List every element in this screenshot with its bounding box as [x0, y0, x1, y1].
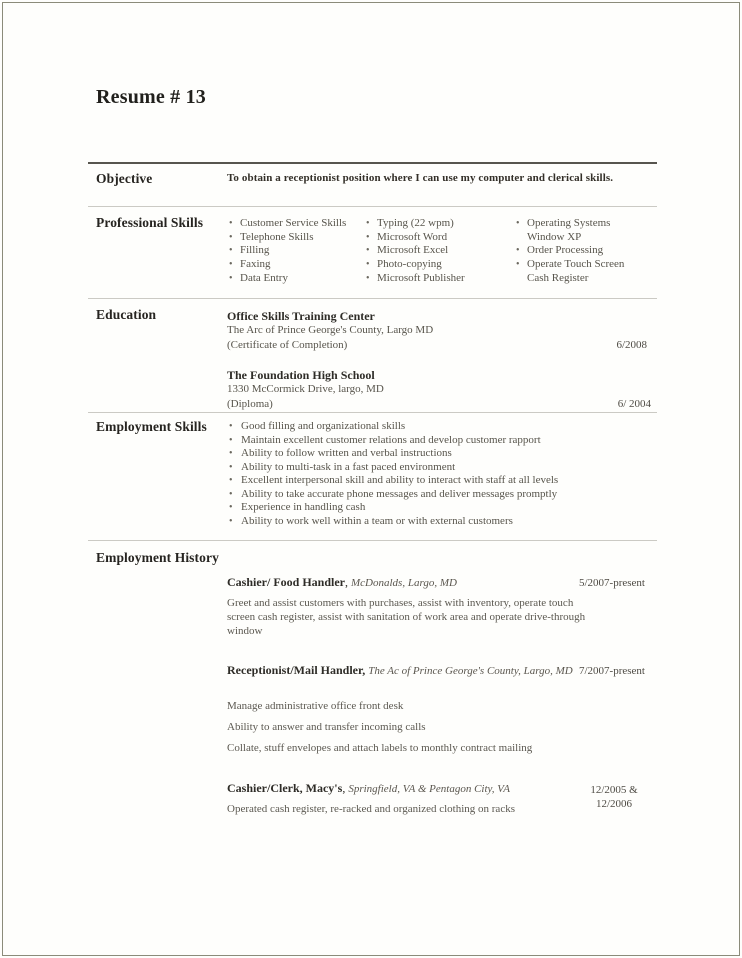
job-date: 7/2007-present [579, 665, 645, 677]
skills-column-1 [227, 217, 364, 286]
employment-skill-item: • Good filling and organizational skills [227, 420, 558, 434]
skill-item: • Microsoft Publisher [364, 272, 514, 286]
education-date: 6/ 2004 [617, 398, 651, 410]
skill-item: • Photo-copying [364, 258, 514, 272]
skill-item [514, 217, 657, 244]
professional-skills-heading: Professional Skills [96, 215, 204, 230]
job-title-line [227, 781, 595, 796]
job-title-separator: , [345, 575, 352, 589]
skill-item: • Microsoft Word [364, 231, 514, 245]
section-divider [88, 206, 657, 207]
skill-item-line: Cash Register [527, 271, 589, 284]
skill-item: • Typing (22 wpm) [364, 217, 514, 231]
job-company: McDonalds, Largo, MD [351, 577, 457, 589]
employment-skill-item: • Ability to multi-task in a fast paced environment [227, 461, 558, 475]
job-title: Cashier/Clerk, Macy's [227, 781, 343, 795]
page-title: Resume # 13 [96, 86, 206, 108]
job-company: The Ac of Prince George's County, Largo, MD [368, 665, 573, 677]
job-detail: Ability to answer and transfer incoming calls [227, 721, 426, 733]
skill-item [514, 258, 657, 285]
school-name: The Foundation High School [227, 368, 375, 382]
job-detail: Manage administrative office front desk [227, 700, 404, 712]
employment-skill-item: • Ability to take accurate phone messages and deliver messages promptly [227, 488, 558, 502]
job-description: Greet and assist customers with purchases, assist with inventory, operate touch screen cash register, assist with sanitation of work area and operate drive-through window [227, 597, 586, 637]
employment-skill-item: • Experience in handling cash [227, 501, 558, 515]
skill-item: • Microsoft Excel [364, 244, 514, 258]
employment-skills-heading: Employment Skills [96, 419, 207, 434]
objective-heading: Objective [96, 171, 153, 186]
employment-history-heading: Employment History [96, 550, 219, 565]
school-address: 1330 McCormick Drive, largo, MD [227, 383, 384, 395]
employment-skill-item: • Ability to work well within a team or with external customers [227, 515, 558, 529]
skill-item-line: • Operating Systems [527, 217, 611, 229]
section-divider-top [88, 162, 657, 164]
skill-item-line: • Operate Touch Screen [527, 258, 625, 271]
job-date-line: 12/2005 & [590, 784, 638, 796]
section-divider [88, 540, 657, 541]
job-date: 5/2007-present [579, 577, 645, 589]
job-title: Receptionist/Mail Handler, [227, 663, 366, 677]
employment-skill-item: • Maintain excellent customer relations and develop customer rapport [227, 434, 558, 448]
objective-text: To obtain a receptionist position where I can use my computer and clerical skills. [227, 172, 614, 184]
employment-skills-list [227, 420, 558, 528]
skill-item-line: Window XP [527, 230, 582, 243]
skill-item [514, 244, 657, 258]
employment-skill-item: • Excellent interpersonal skill and ability to interact with staff at all levels [227, 474, 558, 488]
job-company: Springfield, VA & Pentagon City, VA [348, 783, 510, 795]
employment-skill-item: • Ability to follow written and verbal instructions [227, 447, 558, 461]
skill-item: • Data Entry [227, 272, 364, 286]
section-divider [88, 412, 657, 413]
education-heading: Education [96, 307, 157, 322]
school-address: The Arc of Prince George's County, Largo MD [227, 324, 434, 336]
skill-item-line: • Order Processing [527, 244, 604, 257]
education-date: 6/2008 [616, 339, 647, 351]
skills-column-3 [514, 217, 657, 286]
job-title-line [227, 575, 595, 590]
job-title: Cashier/ Food Handler [227, 575, 346, 589]
skill-item: • Telephone Skills [227, 231, 364, 245]
section-divider [88, 298, 657, 299]
job-title-separator: , [342, 781, 349, 795]
school-name: Office Skills Training Center [227, 309, 375, 323]
job-description: Operated cash register, re-racked and organized clothing on racks [227, 803, 515, 815]
skill-item: • Customer Service Skills [227, 217, 364, 231]
skills-column-2 [364, 217, 514, 286]
job-detail: Collate, stuff envelopes and attach labels to monthly contract mailing [227, 742, 533, 754]
job-title-line [227, 663, 595, 678]
credential: (Certificate of Completion) [227, 339, 348, 351]
job-date-line: 12/2006 [595, 798, 633, 810]
skill-item: • Filling [227, 244, 364, 258]
skill-item: • Faxing [227, 258, 364, 272]
credential: (Diploma) [227, 398, 273, 410]
